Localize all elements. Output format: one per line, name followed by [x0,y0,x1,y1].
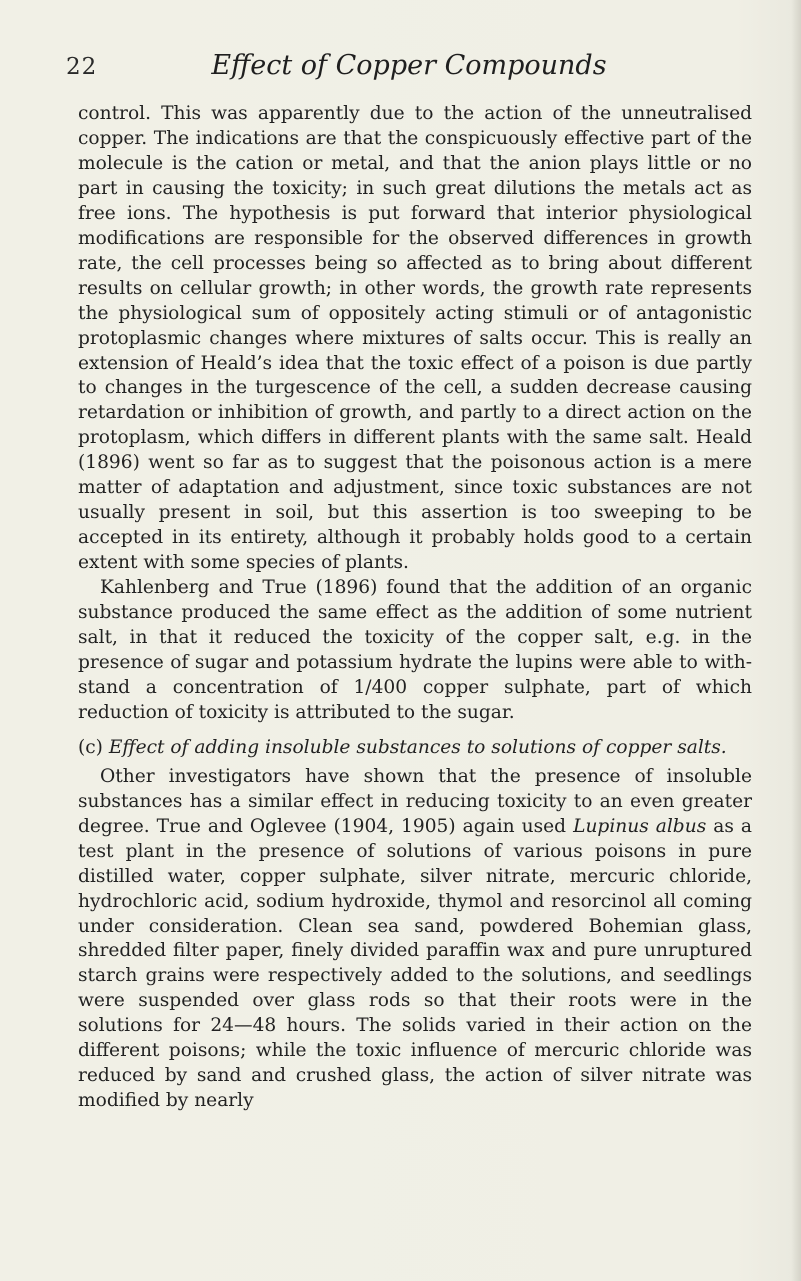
paragraph-3-part-1: Other investigators have shown that the presence of insoluble substances has a similar effect in reducing toxicity to an even greater degree. True and Oglevee (1904, 1905) again used [78,765,752,837]
section-title: Effect of adding insoluble substances to solutions of copper salts. [108,736,727,758]
species-name: Lupinus albus [573,815,707,837]
running-title: Effect of Copper Compounds [211,50,607,81]
paragraph-2: Kahlenberg and True (1896) found that the addition of an organic substance produced the same effect as the addition of some nutrient salt, in that it reduced the toxicity of the copper salt, e.g. in the presence of sugar and potassium hydrate the lupins were able to withstand a concentration of 1/400 copper sulphate, part of which reduction of toxicity is attributed to the sugar. [78,577,752,723]
paragraph-1: control. This was apparently due to the action of the unneutralised copper. The indications are that the conspicuously effective part of the molecule is the cation or metal, and that the anion plays little or no part in causing the toxicity; in such great dilutions the metals act as free ions. The hypothesis is put forward that interior physiological modifications are responsible for the observed differences in growth rate, the cell processes being so affected as to bring about different results on cellular growth; in other words, the growth rate represents the physiological sum of oppositely acting stimuli or of antagonistic protoplasmic changes where mixtures of salts occur. This is really an extension of Heald’s idea that the toxic effect of a poison is due partly to changes in the turgescence of the cell, a sudden decrease causing retardation or inhibition of growth, and partly to a direct action on the protoplasm, which differs in different plants with the same salt. Heald (1896) went so far as to suggest that the poisonous action is a mere matter of adaptation and adjustment, since toxic substances are not usually present in soil, but this assertion is too sweeping to be accepted in its entirety, although it probably holds good to a certain extent with some species of plants. [78,103,752,574]
page-number: 22 [66,54,98,80]
body-text [78,102,752,1114]
section-heading [78,736,752,761]
page-edge-shadow [791,0,801,1281]
section-label: (c) [78,736,103,758]
page-header [66,40,752,84]
paragraph-3 [78,765,752,1114]
paragraph-3-part-2: as a test plant in the presence of solutions of various poisons in pure distilled water, copper sulphate, silver nitrate, mercuric chloride, hydrochloric acid, sodium hydroxide, thymol and resorcinol all coming under consideration. Clean sea sand, powdered Bohemian glass, shredded filter paper, finely divided paraffin wax and pure unruptured starch grains were respectively added to the solutions, and seedlings were suspended over glass rods so that their roots were in the solutions for 24—48 hours. The solids varied in their action on the different poisons; while the toxic influence of mercuric chloride was reduced by sand and crushed glass, the action of silver nitrate was modified by nearly [78,815,752,1112]
